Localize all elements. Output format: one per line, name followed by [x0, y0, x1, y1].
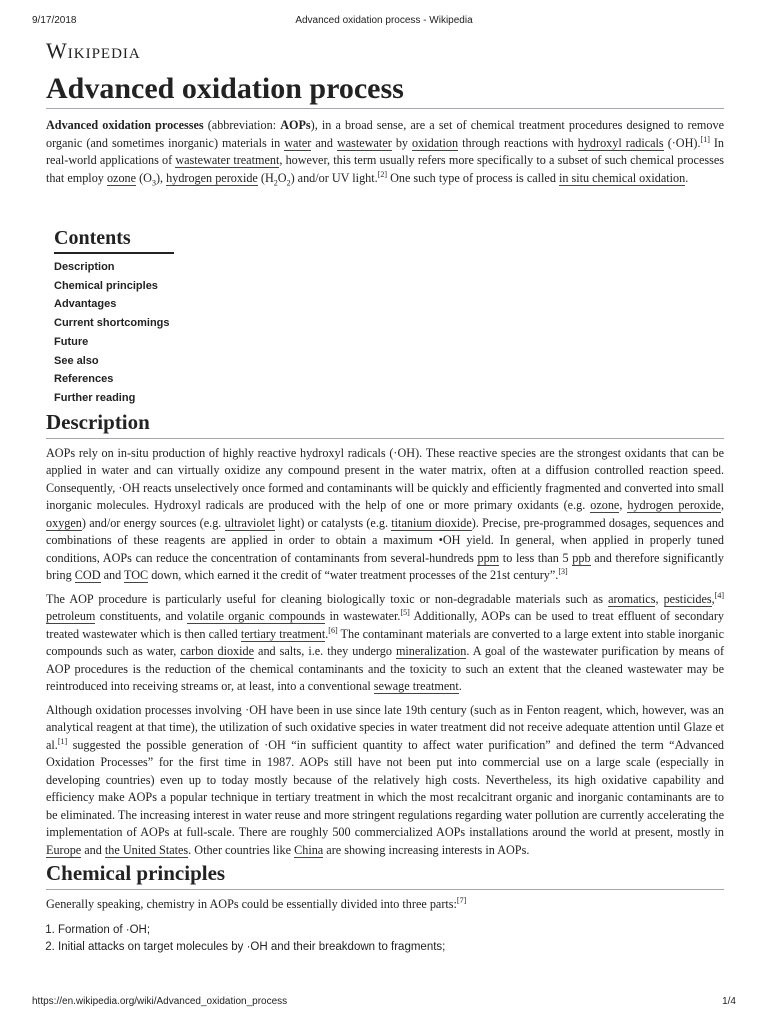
list-item: 1. Formation of ·OH; [58, 922, 724, 939]
lead-paragraph: Advanced oxidation processes (abbreviation: AOPs), in a broad sense, are a set of chemical treatment procedures designed to remove organic (and sometimes inorganic) materials in water and wastewater by oxidation through reactions with hydroxyl radicals (·OH).[1] In real-world applications of wastewater treatment, however, this term usually refers more specifically to a subset of such chemical processes that employ ozone $(O_3)$, hydrogen peroxide $(H_2O_2)$ and/or UV light.[2] One such type of process is called in situ chemical oxidation. [46, 118, 725, 187]
link-wastewater[interactable]: wastewater [336, 135, 392, 150]
article-content [46, 36, 724, 956]
link-wastewater-treatment[interactable]: wastewater treatment [175, 153, 280, 167]
ref-4[interactable]: [4] [714, 590, 724, 600]
link-aromatics[interactable]: aromatics [608, 591, 656, 606]
toc-item-current-shortcomings[interactable]: Current shortcomings [54, 317, 170, 330]
toc-item-advantages[interactable]: Advantages [54, 298, 117, 311]
toc-list [54, 258, 174, 408]
toc-item-see-also[interactable]: See also [54, 354, 99, 367]
chemical-intro: Generally speaking, chemistry in AOPs could be essentially divided into three parts:[7] [46, 896, 467, 912]
link-titanium-dioxide[interactable]: titanium dioxide [391, 515, 472, 530]
link-water[interactable]: water [284, 135, 312, 150]
link-europe[interactable]: Europe [46, 842, 82, 857]
link-ozone-2[interactable]: ozone [590, 498, 620, 513]
link-sewage-treatment[interactable]: sewage treatment [373, 679, 459, 694]
link-carbon-dioxide[interactable]: carbon dioxide [180, 644, 255, 659]
link-cod[interactable]: COD [74, 568, 101, 583]
link-hydrogen-peroxide-2[interactable]: hydrogen peroxide [627, 498, 721, 513]
link-ppb[interactable]: ppb [572, 550, 591, 565]
link-ultraviolet[interactable]: ultraviolet [224, 515, 275, 530]
link-tertiary-treatment[interactable]: tertiary treatment [240, 626, 326, 641]
print-tab-title: Advanced oxidation process - Wikipedia [295, 15, 473, 26]
list-item: 2. Initial attacks on target molecules by ·OH and their breakdown to fragments; [58, 939, 724, 956]
print-date: 9/17/2018 [32, 15, 77, 26]
link-hydrogen-peroxide[interactable]: hydrogen peroxide [166, 170, 258, 185]
section-heading-chemical-principles: Chemical principles [46, 859, 724, 890]
link-oxidation[interactable]: oxidation [412, 135, 459, 150]
print-url: https://en.wikipedia.org/wiki/Advanced_oxidation_process [32, 996, 288, 1007]
link-pesticides[interactable]: pesticides [663, 591, 712, 606]
link-china[interactable]: China [294, 842, 324, 857]
lead-term: Advanced oxidation processes [46, 118, 204, 132]
description-paragraph-2: The AOP procedure is particularly useful for cleaning biologically toxic or non-degradable materials such as aromatics, pesticides,[4] petroleum constituents, and volatile organic compounds in wastewater.[5] Additionally, AOPs can be used to treat effluent of secondary treated wastewater which is then called tertiary treatment.[6] The contaminant materials are converted to a large extent into stable inorganic compounds such as water, carbon dioxide and salts, i.e. they undergo mineralization. A goal of the wastewater purification by means of AOP procedures is the reduction of the chemical contaminants and the toxicity to such an extent that the cleaned wastewater may be reintroduced into receiving streams or, at least, into a conventional sewage treatment. [46, 590, 724, 694]
ref-3[interactable]: [3] [558, 567, 568, 577]
table-of-contents [54, 225, 174, 408]
description-paragraph-1: AOPs rely on in-situ production of highly reactive hydroxyl radicals (·OH). These reactive species are the strongest oxidants that can be applied in water and can virtually oxidize any compound present in the water matrix, often at a diffusion controlled reaction speed. Consequently, ·OH reacts unselectively once formed and contaminants will be quickly and efficiently fragmented and converted into small inorganic molecules. Hydroxyl radicals are produced with the help of one or more primary oxidants (e.g. ozone, hydrogen peroxide, oxygen) and/or energy sources (e.g. ultraviolet light) or catalysts (e.g. titanium dioxide). Precise, pre-programmed dosages, sequences and combinations of these reagents are applied in order to obtain a maximum •OH yield. In general, when applied in properly tuned conditions, AOPs can reduce the concentration of contaminants from several-hundreds ppm to less than 5 ppb and therefore significantly bring COD and TOC down, which earned it the credit of “water treatment processes of the 21st century”.[3] [46, 445, 725, 583]
link-in-situ-chemical-oxidation[interactable]: in situ chemical oxidation [558, 170, 686, 185]
ref-2[interactable]: [2] [377, 169, 388, 179]
link-hydroxyl-radicals[interactable]: hydroxyl radicals [577, 135, 664, 150]
chemical-steps-list [46, 922, 724, 956]
toc-title: Contents [54, 225, 174, 254]
lead-abbr: AOPs [280, 118, 311, 132]
wikipedia-logo[interactable]: Wikipedia [46, 38, 141, 63]
link-toc[interactable]: TOC [124, 568, 149, 583]
link-mineralization[interactable]: mineralization [395, 644, 467, 659]
link-volatile-organic-compounds[interactable]: volatile organic compounds [187, 609, 326, 624]
toc-item-references[interactable]: References [54, 373, 114, 386]
link-oxygen[interactable]: oxygen [46, 515, 82, 530]
page-title: Advanced oxidation process [46, 70, 724, 109]
link-ppm[interactable]: ppm [477, 550, 500, 565]
toc-item-description[interactable]: Description [54, 261, 115, 273]
ref-1[interactable]: [1] [700, 134, 710, 144]
link-ozone[interactable]: ozone [106, 170, 137, 185]
link-petroleum[interactable]: petroleum [46, 609, 96, 624]
ref-1b[interactable]: [1] [57, 736, 68, 746]
description-paragraph-3: Although oxidation processes involving ·OH have been in use since late 19th century (such as in Fenton reagent, which, however, was an analytical reagent at that time), the utilization of such oxidative species in water treatment did not receive adequate attention until Glaze et al.[1] suggested the possible generation of ·OH “in sufficient quantity to affect water purification” and defined the term “Advanced Oxidation Processes” for the first time in 1987. AOPs still have not been put into commercial use on a large scale (especially in developing countries) even up to today mostly because of the relatively high costs. Nevertheless, its high oxidative capability and efficiency make AOPs a popular technique in tertiary treatment in which the most recalcitrant organic and inorganic contaminants are to be eliminated. The increasing interest in water reuse and more stringent regulations regarding water pollution are currently accelerating the implementation of AOPs at full-scale. There are roughly 500 commercialized AOPs installations around the world at present, mostly in Europe and the United States. Other countries like China are showing increasing interests in AOPs. [46, 702, 724, 857]
toc-item-future[interactable]: Future [54, 335, 89, 348]
page-number: 1/4 [722, 996, 736, 1007]
toc-item-chemical-principles[interactable]: Chemical principles [54, 279, 158, 292]
ref-6[interactable]: [6] [328, 625, 338, 635]
toc-item-further-reading[interactable]: Further reading [54, 391, 136, 404]
section-heading-description: Description [46, 408, 724, 439]
ref-5[interactable]: [5] [400, 608, 410, 618]
ref-7[interactable]: [7] [456, 896, 467, 906]
link-united-states[interactable]: the United States [104, 842, 189, 857]
